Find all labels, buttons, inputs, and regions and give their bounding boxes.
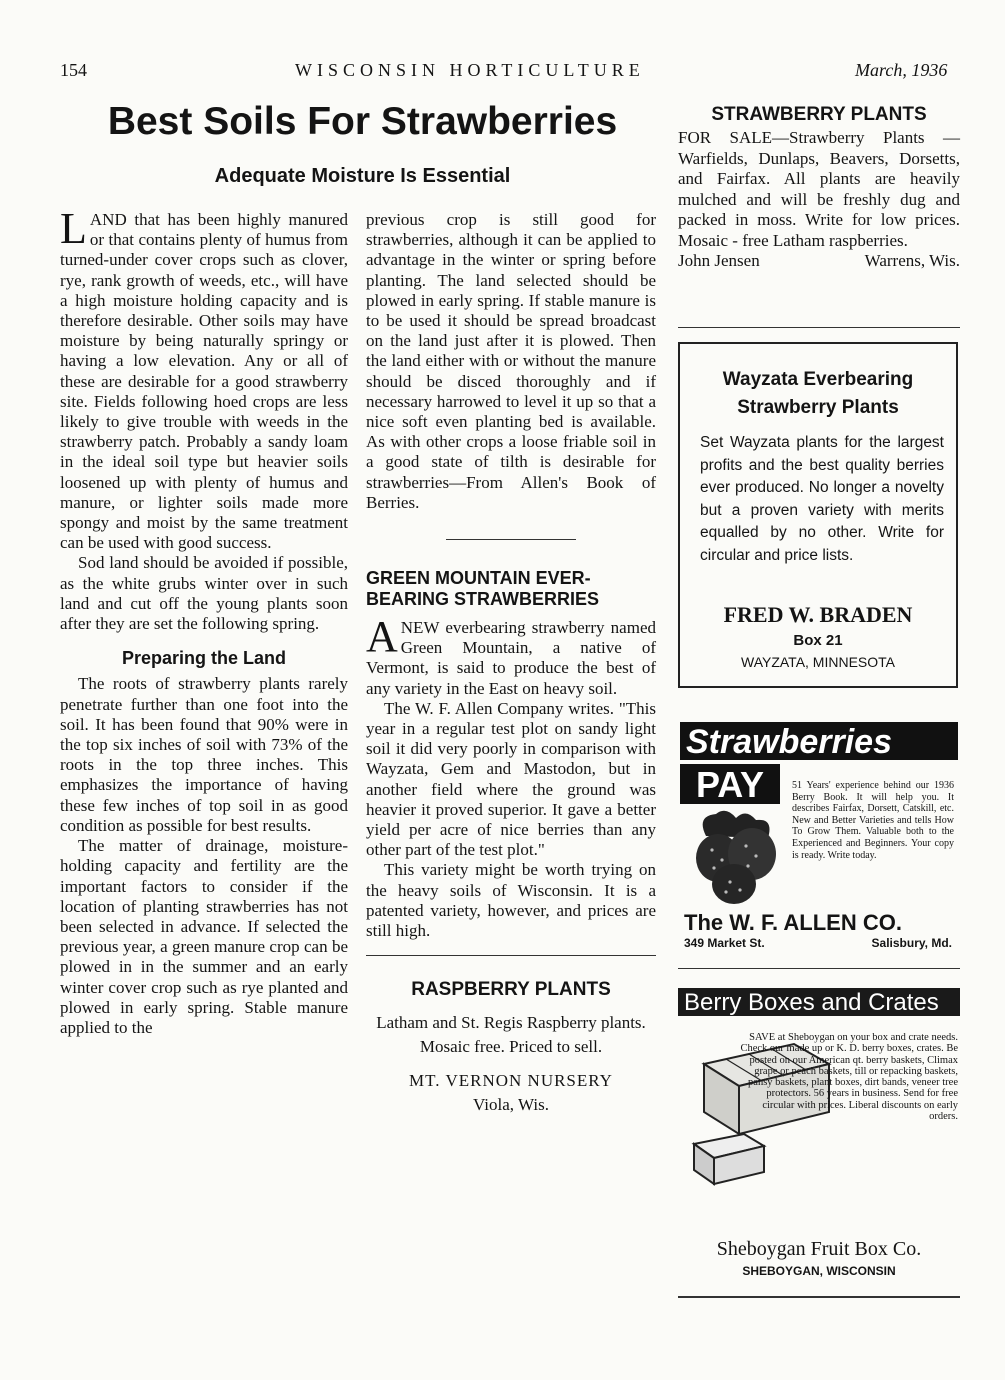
nursery-name: MT. VERNON NURSERY: [409, 1070, 613, 1090]
divider: [366, 955, 656, 956]
paragraph: The matter of drainage, moisture-holding capacity and fertility are the important factors to consider if the location of planting strawberries has not been selected in advance. If selected the previous year, a green manure crop can be plowed in in the summer and an early winter cover crop such as rye planted and plowed in early spring. Stable manure applied to the: [60, 836, 348, 1037]
seller-name: John Jensen: [678, 251, 760, 270]
advertiser-name: FRED W. BRADEN: [723, 602, 913, 627]
strawberry-plants-body: FOR SALE—Strawberry Plants — Warfields, Dunlaps, Beavers, Dorsetts, and Fairfax. All plants are heavily mulched and will be freshly dug and packed in moss. Write for low prices. Mosaic - free Latham raspberries. John Jensen Warrens, Wis.: [678, 128, 960, 270]
divider: [678, 327, 960, 328]
magazine-title: WISCONSIN HORTICULTURE: [295, 60, 645, 80]
divider: [678, 968, 960, 969]
wayzata-title: Wayzata Everbearing: [722, 369, 914, 390]
drop-cap: L: [60, 204, 87, 253]
sheboygan-banner: Berry Boxes and Crates: [678, 988, 960, 1016]
wayzata-body: Set Wayzata plants for the largest profits and the best quality berries ever produced. No longer a novelty but a proven variety with merits equalled by no other. Write for circular and price lists.: [700, 434, 944, 564]
allen-address: 349 Market St.: [684, 936, 765, 950]
sheboygan-company: Sheboygan Fruit Box Co.: [716, 1238, 922, 1260]
paragraph: The W. F. Allen Company writes. "This year in a regular test plot on sandy light soil it did very poorly in comparison with Wayzata, Gem and Mastodon, but in another field where the ground was heavier it proved superior. It gave a better yield per acre of nice berries than any other part of the test plot.": [366, 698, 656, 860]
green-mountain-heading: GREEN MOUNTAIN EVER-BEARING STRAWBERRIES: [366, 568, 600, 610]
allen-body: 51 Years' experience behind our 1936 Berry Book. It will help you. It describes Fairfax, Dorsett, Catskill, etc. New and Better Varieties and tells How To Grow Them. Valuable both to the Experienced and Beginners. Your copy is ready. Write today.: [792, 780, 954, 861]
article-column-1: [60, 204, 348, 1038]
paragraph: ANEW everbearing strawberry named Green Mountain, a native of Vermont, is said to produce the best of any variety in the East on heavy soil.: [366, 612, 656, 698]
advertiser-city: WAYZATA, MINNESOTA: [741, 654, 895, 670]
divider: [678, 1296, 960, 1298]
paragraph: previous crop is still good for strawberries, although it can be applied to advantage in the winter or spring before planting. The land selected should be plowed in early spring. If stable manure is to be used it should be spread broadcast on the land just after it is plowed. Then the land either with or without the manure should be disced thoroughly and if necessary harrowed to level it up so that a nice soft even planting bed is available. As with other crops a loose friable soil in a good state of tilth is desirable for strawberries—From Allen's Book of Berries.: [366, 210, 656, 512]
seller-town: Warrens, Wis.: [864, 251, 960, 270]
paragraph: The roots of strawberry plants rarely penetrate further than one foot into the soil. It has been found that 90% were in the top six inches of soil with 73% of the roots in the top three inches. This emphasizes the importance of having these few inches of top soil in as good condition as possible for best results.: [60, 674, 348, 835]
nursery-location: Viola, Wis.: [473, 1094, 549, 1114]
allen-pay-label: PAY: [680, 764, 780, 804]
page-number: 154: [60, 60, 87, 80]
allen-town: Salisbury, Md.: [871, 936, 952, 950]
divider: [446, 539, 576, 540]
issue-date: March, 1936: [855, 60, 948, 80]
drop-cap: A: [366, 612, 398, 662]
sheboygan-body: SAVE at Sheboygan on your box and crate needs. Check our made up or K. D. berry boxes, crates. Be posted on our American qt. berry baskets, Climax grape or peach baskets, till or repacking baskets, pansy baskets, plant boxes, dirt bands, veneer tree protectors. 56 years in business. Send for free circular with prices. Liberal discounts on early orders.: [740, 1032, 958, 1123]
allen-company: The W. F. ALLEN CO.: [684, 910, 902, 935]
strawberry-plants-heading: STRAWBERRY PLANTS: [711, 104, 927, 125]
paragraph: Sod land should be avoided if possible, as the white grubs winter over in such land and cut off the young plants soon after they are set the following spring.: [60, 553, 348, 634]
strawberry-illustration: [686, 806, 786, 906]
advertiser-box: Box 21: [793, 632, 843, 649]
allen-banner: Strawberries: [680, 722, 958, 760]
allen-ad: [680, 722, 958, 967]
sheboygan-city: SHEBOYGAN, WISCONSIN: [742, 1264, 896, 1278]
wayzata-title-2: Strawberry Plants: [737, 397, 899, 418]
article-column-2: [366, 210, 656, 1115]
article-title: Best Soils For Strawberries: [107, 100, 618, 143]
section-heading: Preparing the Land: [121, 648, 287, 669]
paragraph: LAND that has been highly manured or that contains plenty of humus from turned-under cover crops such as clover, rye, rank growth of weeds, etc., will have a high moisture holding capacity and is therefore desirable. Other soils may have moisture by being naturally springy or having a low elevation. Any or all of these are desirable for a good strawberry site. Fields following hoed crops are less likely to give trouble with weeds in the strawberry patch. Probably a sandy loam in the ideal soil type but heavier soils loosened up with plenty of humus and manure, or lighter soils made more spongy and moist by the same treatment can be used with good success.: [60, 204, 348, 553]
paragraph: This variety might be worth trying on the heavy soils of Wisconsin. It is a patented variety, however, and prices are still high.: [366, 860, 656, 941]
article-subtitle: Adequate Moisture Is Essential: [214, 165, 511, 187]
raspberry-body: Latham and St. Regis Raspberry plants. Mosaic free. Priced to sell.: [376, 1012, 646, 1056]
raspberry-heading: RASPBERRY PLANTS: [411, 979, 611, 1001]
sheboygan-ad: [678, 988, 960, 1288]
wayzata-ad: [678, 342, 958, 688]
